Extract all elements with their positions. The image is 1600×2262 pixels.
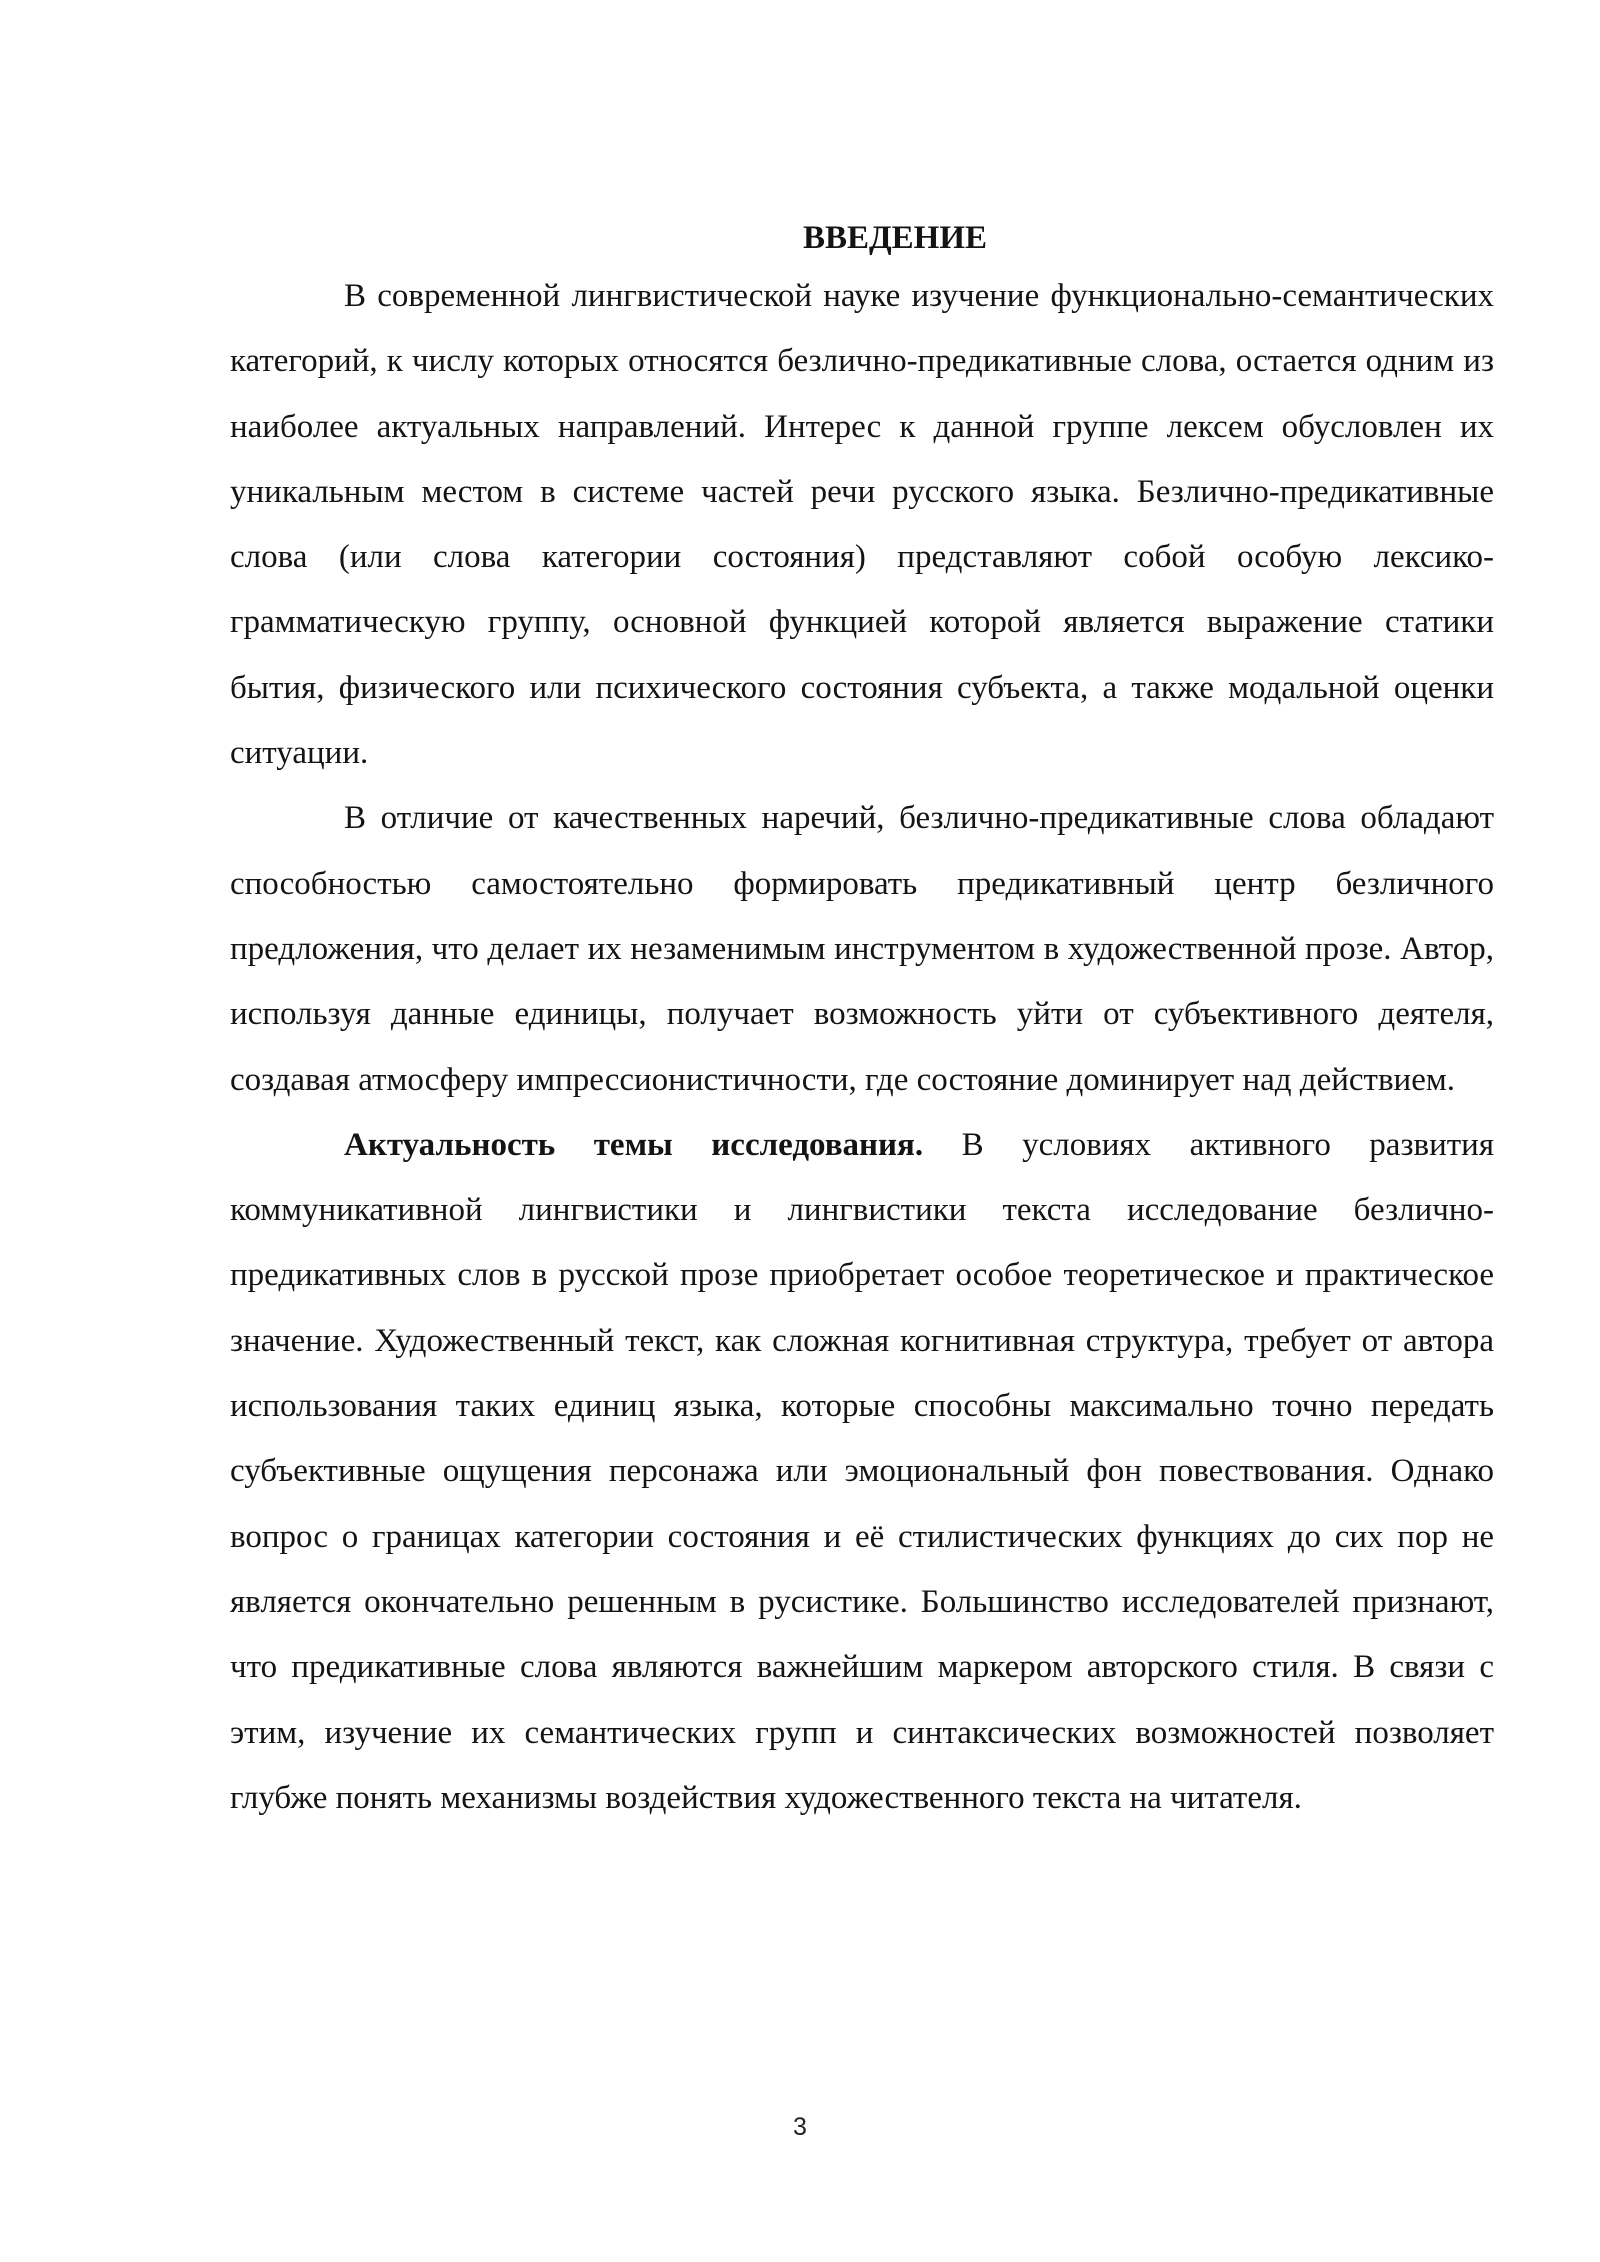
paragraph-relevance bbox=[230, 1113, 1494, 1831]
paragraph-relevance-heading: Актуальность темы исследования. bbox=[344, 1126, 924, 1163]
paragraph-intro bbox=[230, 264, 1494, 786]
paragraph-contrast-text: В отличие от качественных наречий, безлично-предикативные слова обладают способностью самостоятельно формировать предикативный центр безличного предложения, что делает их незаменимым инструментом в художественной прозе. Автор, используя данные единицы, получает возможность уйти от субъективного деятеля, создавая атмосферу импрессионистичности, где состояние доминирует над действием. bbox=[230, 800, 1494, 1098]
paragraph-contrast bbox=[230, 786, 1494, 1112]
paragraph-intro-text: В современной лингвистической науке изучение функционально-семантических категорий, к числу которых относятся безлично-предикативные слова, остается одним из наиболее актуальных направлений. Интерес к данной группе лексем обусловлен их уникальным местом в системе частей речи русского языка. Безлично-предикативные слова (или слова категории состояния) представляют собой особую лексико-грамматическую группу, основной функцией которой является выражение статики бытия, физического или психического состояния субъекта, а также модальной оценки ситуации. bbox=[230, 278, 1494, 772]
section-title: ВВЕДЕНИЕ bbox=[802, 220, 988, 256]
page-number: 3 bbox=[793, 2113, 807, 2141]
page-body bbox=[230, 212, 1494, 1831]
paragraph-relevance-text: В условиях активного развития коммуникативной лингвистики и лингвистики текста исследование безлично-предикативных слов в русской прозе приобретает особое теоретическое и практическое значение. Художественный текст, как сложная когнитивная структура, требует от автора использования таких единиц языка, которые способны максимально точно передать субъективные ощущения персонажа или эмоциональный фон повествования. Однако вопрос о границах категории состояния и её стилистических функциях до сих пор не является окончательно решенным в русистике. Большинство исследователей признают, что предикативные слова являются важнейшим маркером авторского стиля. В связи с этим, изучение их семантических групп и синтаксических возможностей позволяет глубже понять механизмы воздействия художественного текста на читателя. bbox=[230, 1126, 1494, 1816]
